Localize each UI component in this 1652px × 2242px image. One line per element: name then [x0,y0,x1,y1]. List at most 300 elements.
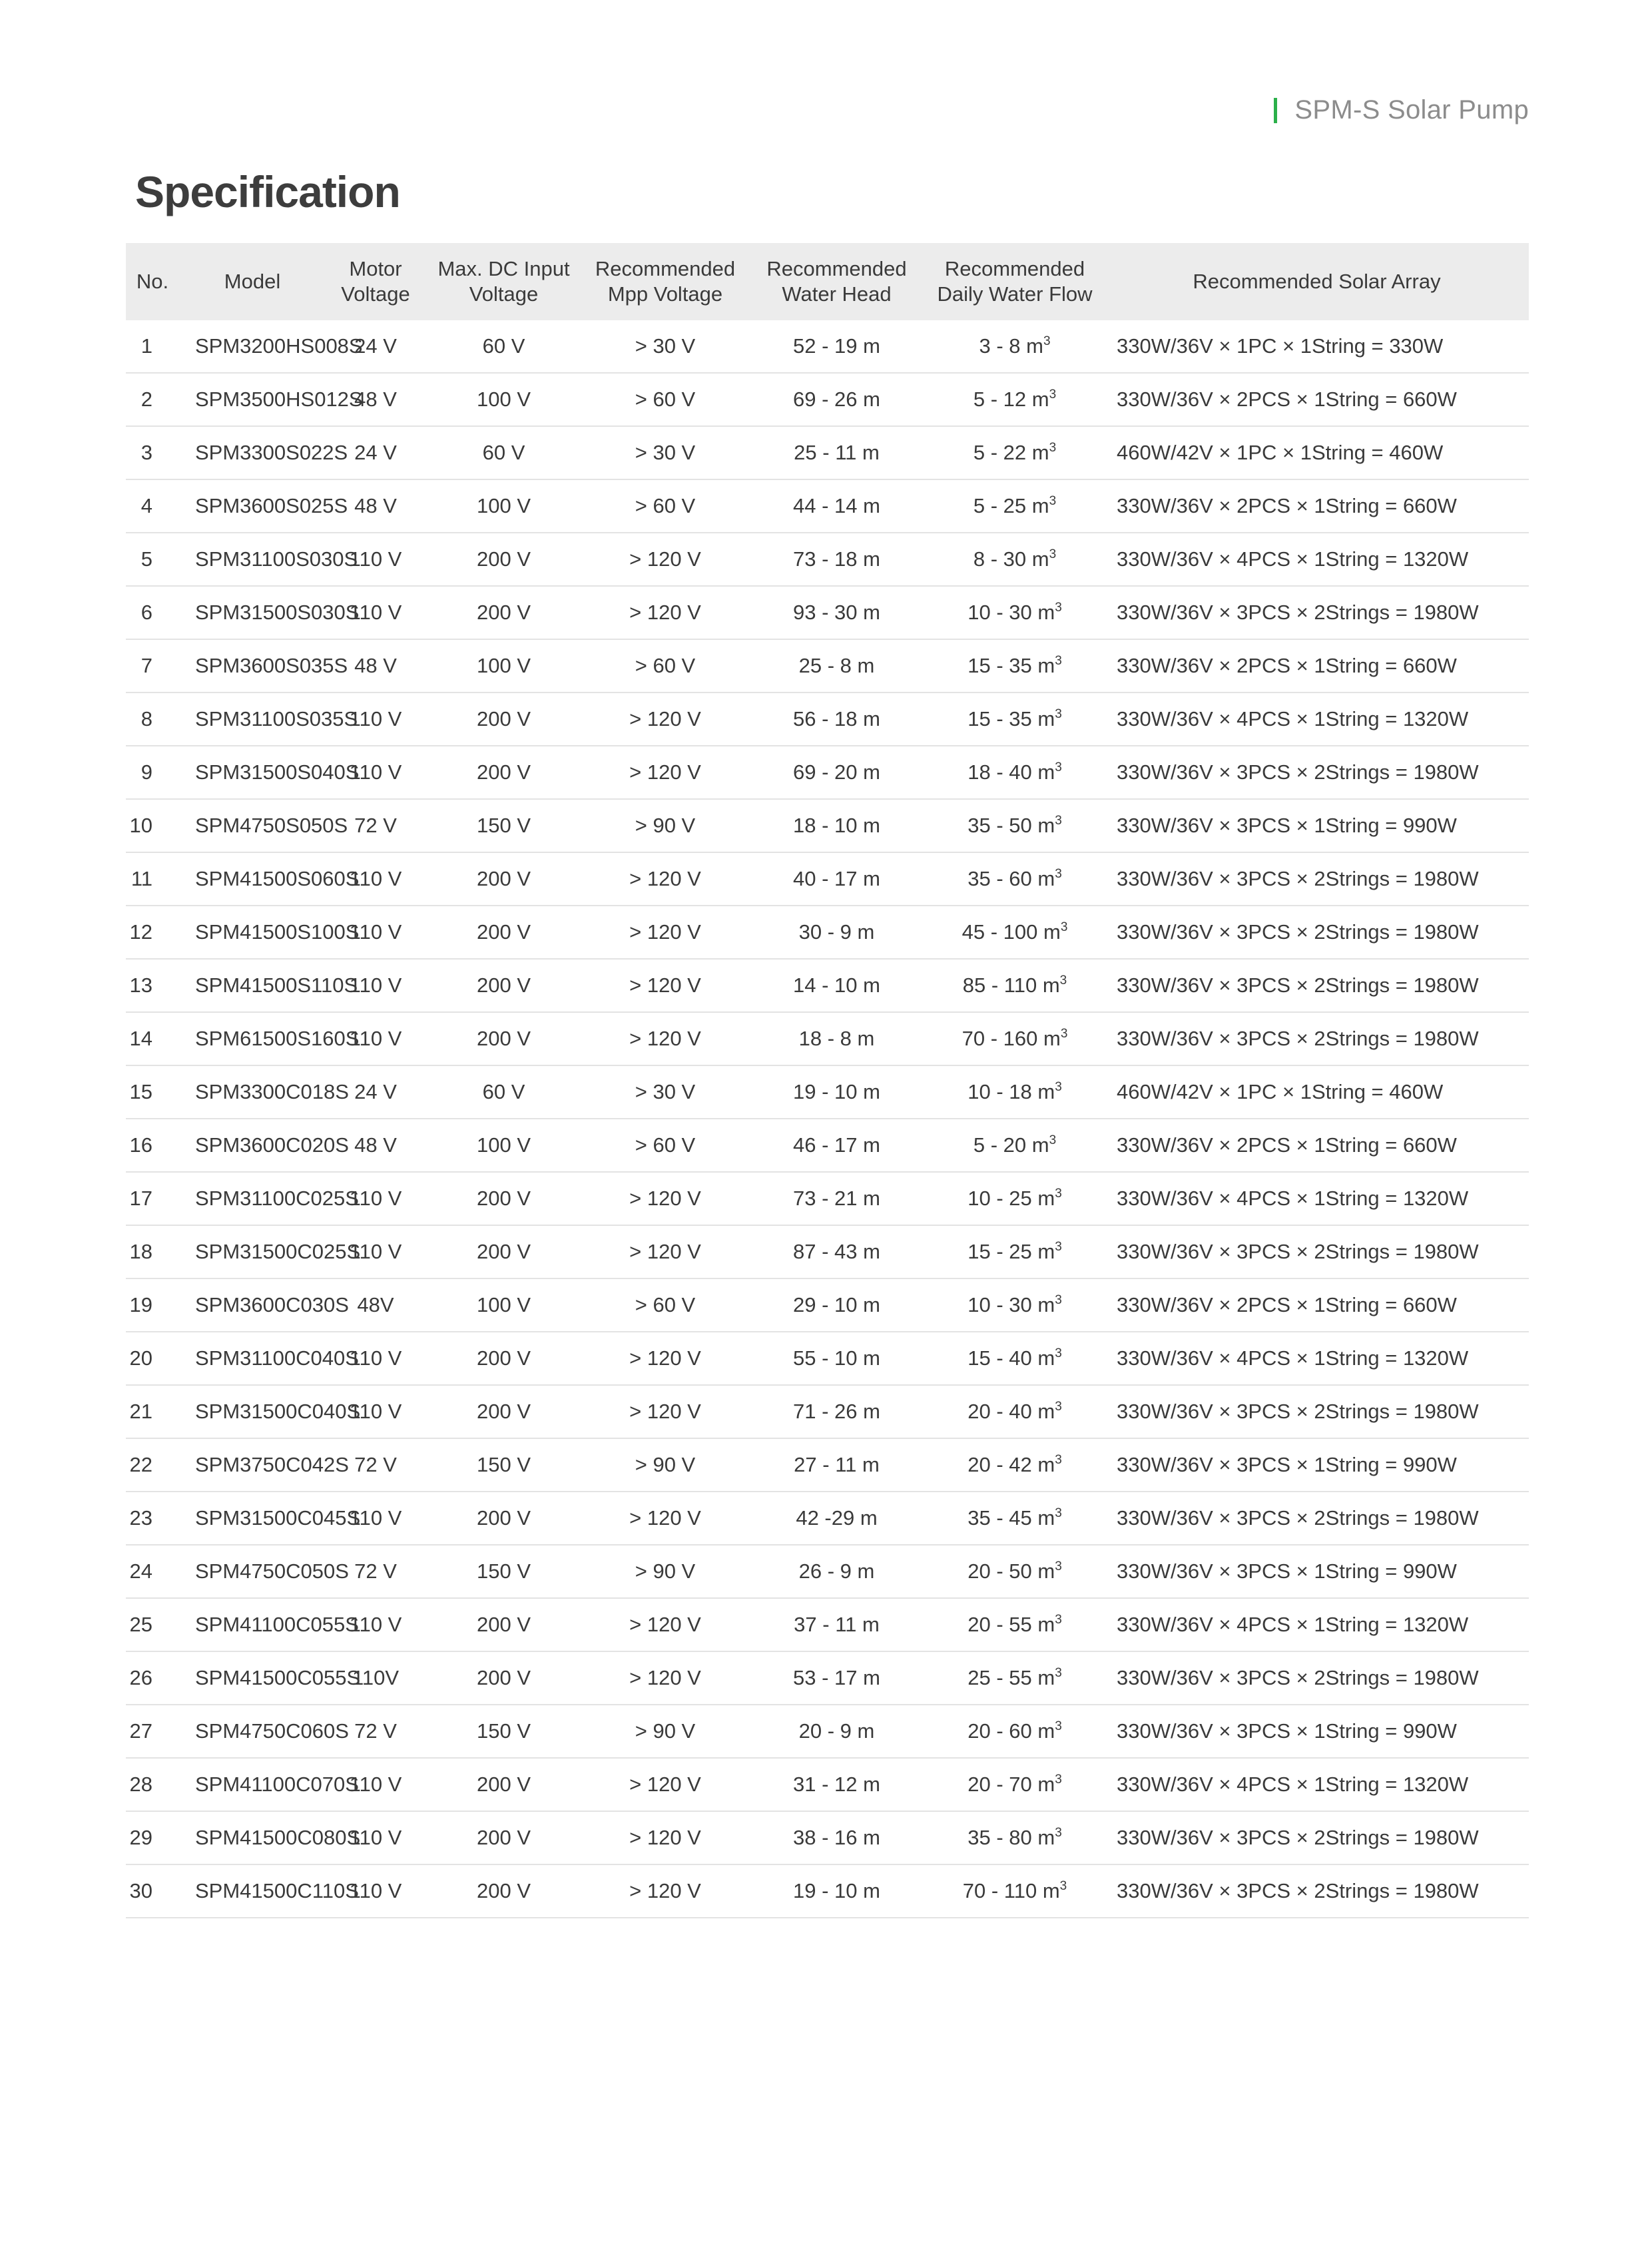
cell-no [126,1705,179,1758]
cell-no [126,426,179,479]
cell-daily-water-flow-value: 35 - 45 m [967,1506,1055,1530]
cell-no [126,1012,179,1065]
cell-motor-voltage-value: 110 V [349,867,402,890]
cell-model-value: SPM31100S035S [195,707,358,730]
document-series-title: SPM-S Solar Pump [1294,95,1529,125]
cell-no-value: 13 [129,974,152,997]
cell-mpp-voltage-value: > 60 V [635,1133,696,1157]
cell-water-head [748,1598,925,1651]
cell-water-head-value: 18 - 8 m [798,1027,875,1050]
cell-solar-array [1105,1811,1529,1864]
cubic-superscript: 3 [1060,1027,1068,1041]
cell-mpp-voltage-value: > 60 V [635,388,696,411]
cell-mpp-voltage-value: > 120 V [629,547,701,571]
cell-model [179,852,360,906]
cell-model [179,1065,349,1119]
cell-solar-array [1105,639,1529,693]
cell-water-head [748,1758,925,1811]
cell-water-head-value: 30 - 9 m [798,920,875,944]
cell-mpp-voltage [582,1598,748,1651]
cell-water-head [748,1545,925,1598]
header-line: Model [224,270,281,293]
cell-model-value: SPM3750C042S [195,1453,349,1476]
header-line: Recommended [766,257,907,280]
table-row [126,1332,1529,1385]
cell-mpp-voltage [582,746,748,799]
cell-mpp-voltage [582,852,748,906]
cell-model [179,426,348,479]
cell-solar-array [1105,426,1529,479]
header-line: Water Head [782,282,892,306]
cell-solar-array [1105,1278,1529,1332]
header-line: Max. DC Input [437,257,570,280]
document-header [1274,95,1529,125]
cell-solar-array-value: 330W/36V × 3PCS × 2Strings = 1980W [1117,760,1479,784]
cell-water-head-value: 20 - 9 m [798,1719,875,1743]
table-row [126,1065,1529,1119]
cell-water-head-value: 26 - 9 m [798,1559,875,1583]
cubic-superscript: 3 [1055,1719,1062,1733]
cell-daily-water-flow-value: 10 - 30 m [967,601,1055,624]
cell-solar-array-value: 330W/36V × 2PCS × 1String = 660W [1117,654,1457,677]
cell-motor-voltage-value: 110 V [349,1773,402,1796]
cell-model-value: SPM3600C020S [195,1133,349,1157]
cell-no [126,1385,179,1438]
cell-motor-voltage-value: 110 V [349,1879,402,1902]
cubic-superscript: 3 [1059,974,1067,987]
cell-motor-voltage-value: 48V [357,1293,394,1316]
cell-model [179,693,358,746]
cubic-superscript: 3 [1055,707,1062,721]
cell-daily-water-flow-value: 20 - 42 m [967,1453,1055,1476]
cell-max-dc-voltage-value: 200 V [476,601,531,624]
cubic-superscript: 3 [1055,1453,1062,1467]
cell-model [179,1705,349,1758]
cell-daily-water-flow-value: 35 - 60 m [967,867,1055,890]
cell-daily-water-flow [925,1492,1105,1545]
cell-mpp-voltage-value: > 120 V [629,1879,701,1902]
cell-solar-array [1105,746,1529,799]
cell-no [126,639,179,693]
cell-no-value: 28 [129,1773,152,1796]
cell-model-value: SPM3600S025S [195,494,348,517]
cell-model [179,799,348,852]
cell-daily-water-flow-value: 70 - 110 m [962,1879,1060,1902]
cell-mpp-voltage-value: > 60 V [635,1293,696,1316]
table-row [126,320,1529,373]
cell-no [126,1811,179,1864]
cell-daily-water-flow [925,1385,1105,1438]
cell-daily-water-flow [925,1012,1105,1065]
cell-max-dc-voltage [425,906,582,959]
cell-daily-water-flow-value: 15 - 40 m [967,1346,1055,1370]
cell-solar-array-value: 330W/36V × 2PCS × 1String = 660W [1117,494,1457,517]
cell-solar-array-value: 330W/36V × 3PCS × 1String = 990W [1117,1719,1457,1743]
cell-daily-water-flow-value: 10 - 18 m [967,1080,1055,1103]
header-col-water-head [748,243,925,320]
cell-motor-voltage-value: 24 V [354,441,397,464]
cubic-superscript: 3 [1055,1506,1062,1520]
table-row [126,639,1529,693]
cell-model [179,639,348,693]
cell-mpp-voltage-value: > 120 V [629,1826,701,1849]
header-line: Recommended [595,257,736,280]
cell-model [179,1492,361,1545]
cell-solar-array-value: 330W/36V × 4PCS × 1String = 1320W [1117,1346,1469,1370]
cell-daily-water-flow [925,586,1105,639]
cell-daily-water-flow-value: 15 - 25 m [967,1240,1055,1263]
table-row [126,1811,1529,1864]
cell-mpp-voltage [582,906,748,959]
cell-motor-voltage-value: 24 V [354,1080,397,1103]
cell-water-head [748,1278,925,1332]
header-line: Recommended Solar Array [1193,270,1441,293]
cell-mpp-voltage-value: > 120 V [629,707,701,730]
cell-water-head-value: 69 - 20 m [793,760,880,784]
cell-no [126,1065,179,1119]
cell-solar-array-value: 330W/36V × 3PCS × 2Strings = 1980W [1117,1506,1479,1530]
cubic-superscript: 3 [1055,760,1062,774]
cell-max-dc-voltage-value: 200 V [476,974,531,997]
cell-motor-voltage-value: 72 V [354,1719,397,1743]
cell-no-value: 2 [140,388,152,411]
cell-no [126,1492,179,1545]
cell-solar-array [1105,1332,1529,1385]
cell-daily-water-flow [925,906,1105,959]
header-line: Motor [349,257,402,280]
cell-no [126,852,179,906]
cell-mpp-voltage-value: > 90 V [635,1719,696,1743]
cell-max-dc-voltage-value: 200 V [476,1400,531,1423]
cell-solar-array-value: 460W/42V × 1PC × 1String = 460W [1117,441,1444,464]
cell-model [179,1172,359,1225]
cell-water-head-value: 18 - 10 m [793,814,880,837]
cubic-superscript: 3 [1055,867,1062,881]
cell-motor-voltage-value: 110 V [349,707,402,730]
cell-motor-voltage-value: 110 V [349,1400,402,1423]
cubic-superscript: 3 [1055,1826,1062,1840]
cell-solar-array [1105,799,1529,852]
cell-model-value: SPM31500C045S [195,1506,361,1530]
cell-no-value: 4 [140,494,152,517]
cell-motor-voltage-value: 110 V [349,1187,402,1210]
cell-solar-array [1105,1864,1529,1918]
cell-motor-voltage-value: 110V [352,1666,400,1689]
cell-water-head [748,533,925,586]
cell-no-value: 11 [131,867,152,890]
cell-daily-water-flow-value: 3 - 8 m [979,334,1043,358]
cell-model [179,533,358,586]
cell-mpp-voltage [582,1385,748,1438]
cell-water-head [748,1811,925,1864]
cell-water-head [748,373,925,426]
cell-model [179,1385,361,1438]
cell-water-head [748,639,925,693]
cell-model-value: SPM31500S040S [195,760,360,784]
cell-water-head [748,1492,925,1545]
cell-mpp-voltage [582,1811,748,1864]
cell-solar-array [1105,320,1529,373]
cell-motor-voltage-value: 110 V [349,547,402,571]
cell-no [126,1225,179,1278]
cell-daily-water-flow [925,799,1105,852]
cell-solar-array [1105,1492,1529,1545]
header-line: Voltage [341,282,410,306]
cell-model [179,906,360,959]
cubic-superscript: 3 [1055,1559,1062,1573]
cell-no-value: 15 [129,1080,152,1103]
cell-solar-array [1105,479,1529,533]
cell-solar-array-value: 330W/36V × 3PCS × 2Strings = 1980W [1117,920,1479,944]
cell-water-head-value: 73 - 18 m [793,547,880,571]
cell-daily-water-flow [925,1758,1105,1811]
cell-max-dc-voltage-value: 200 V [476,1826,531,1849]
cell-model [179,1545,349,1598]
cubic-superscript: 3 [1055,601,1062,615]
cell-mpp-voltage [582,1172,748,1225]
cell-water-head-value: 44 - 14 m [793,494,880,517]
cell-max-dc-voltage [425,1438,582,1492]
cell-mpp-voltage-value: > 90 V [635,814,696,837]
cell-mpp-voltage [582,1864,748,1918]
cell-mpp-voltage [582,1438,748,1492]
cell-water-head-value: 87 - 43 m [793,1240,880,1263]
cell-model-value: SPM41500C110S [195,1879,359,1902]
cell-model-value: SPM31500C040S [195,1400,361,1423]
cell-no [126,906,179,959]
cell-mpp-voltage-value: > 120 V [629,1666,701,1689]
cell-mpp-voltage [582,639,748,693]
cell-mpp-voltage-value: > 120 V [629,760,701,784]
cell-max-dc-voltage [425,533,582,586]
cell-no-value: 25 [129,1613,152,1636]
cell-daily-water-flow [925,320,1105,373]
cell-water-head [748,1065,925,1119]
cell-model [179,320,363,373]
cell-model [179,1864,359,1918]
cell-model [179,373,363,426]
cell-model-value: SPM41100C055S [195,1613,359,1636]
cell-water-head [748,1225,925,1278]
cell-water-head [748,906,925,959]
cell-daily-water-flow-value: 5 - 20 m [973,1133,1049,1157]
cell-max-dc-voltage-value: 100 V [476,388,531,411]
cell-water-head-value: 19 - 10 m [793,1080,880,1103]
table-row [126,1705,1529,1758]
cell-model-value: SPM4750S050S [195,814,348,837]
cell-no [126,1332,179,1385]
cell-no-value: 20 [129,1346,152,1370]
cubic-superscript: 3 [1055,1400,1062,1414]
cell-daily-water-flow [925,852,1105,906]
cell-water-head-value: 31 - 12 m [793,1773,880,1796]
cell-water-head [748,1651,925,1705]
cell-max-dc-voltage-value: 60 V [482,334,525,358]
cell-solar-array [1105,373,1529,426]
cell-no-value: 6 [140,601,152,624]
cell-solar-array-value: 330W/36V × 4PCS × 1String = 1320W [1117,707,1469,730]
cell-no-value: 1 [140,334,152,358]
cell-max-dc-voltage [425,1065,582,1119]
cell-mpp-voltage [582,799,748,852]
accent-bar [1274,98,1277,123]
cell-mpp-voltage [582,426,748,479]
cell-solar-array-value: 330W/36V × 1PC × 1String = 330W [1117,334,1444,358]
table-row [126,959,1529,1012]
cell-max-dc-voltage [425,1864,582,1918]
cell-no [126,1598,179,1651]
cubic-superscript: 3 [1055,1080,1062,1094]
cubic-superscript: 3 [1049,494,1057,508]
cell-daily-water-flow [925,1598,1105,1651]
header-col-max-dc-input-voltage [425,243,582,320]
cell-water-head [748,799,925,852]
cell-no [126,799,179,852]
cell-solar-array [1105,1545,1529,1598]
cell-max-dc-voltage-value: 150 V [476,1559,531,1583]
cell-water-head [748,1705,925,1758]
cell-solar-array [1105,1758,1529,1811]
table-header [126,243,1529,320]
header-col-mpp-voltage [582,243,748,320]
cell-solar-array [1105,906,1529,959]
cell-motor-voltage-value: 48 V [354,388,397,411]
cubic-superscript: 3 [1049,547,1057,561]
cell-max-dc-voltage [425,852,582,906]
cell-solar-array [1105,1651,1529,1705]
cell-solar-array-value: 330W/36V × 3PCS × 2Strings = 1980W [1117,1879,1479,1902]
table-row [126,1492,1529,1545]
cell-max-dc-voltage [425,1758,582,1811]
cell-solar-array-value: 330W/36V × 3PCS × 2Strings = 1980W [1117,1027,1479,1050]
table-row [126,1172,1529,1225]
cell-no [126,746,179,799]
cell-model-value: SPM41100C070S [195,1773,359,1796]
cell-solar-array [1105,852,1529,906]
cell-motor-voltage-value: 72 V [354,1559,397,1583]
cell-no-value: 21 [129,1400,152,1423]
cell-model-value: SPM3200HS008S [195,334,363,358]
cell-daily-water-flow [925,1065,1105,1119]
cell-water-head-value: 37 - 11 m [794,1613,880,1636]
cell-no-value: 16 [129,1133,152,1157]
cell-water-head [748,1119,925,1172]
cell-water-head-value: 53 - 17 m [793,1666,880,1689]
table-row [126,1278,1529,1332]
table-row [126,906,1529,959]
cell-daily-water-flow-value: 25 - 55 m [967,1666,1055,1689]
cell-no-value: 26 [129,1666,152,1689]
cell-solar-array-value: 330W/36V × 2PCS × 1String = 660W [1117,1133,1457,1157]
cell-daily-water-flow [925,1225,1105,1278]
cell-water-head-value: 56 - 18 m [793,707,880,730]
table-row [126,1385,1529,1438]
cell-max-dc-voltage-value: 100 V [476,1133,531,1157]
cell-mpp-voltage-value: > 120 V [629,1346,701,1370]
cell-max-dc-voltage-value: 200 V [476,760,531,784]
cell-mpp-voltage [582,1545,748,1598]
table-row [126,746,1529,799]
cell-motor-voltage-value: 110 V [349,920,402,944]
cell-daily-water-flow [925,479,1105,533]
cell-model-value: SPM3600C030S [195,1293,349,1316]
cell-max-dc-voltage [425,1172,582,1225]
cell-daily-water-flow-value: 5 - 22 m [973,441,1049,464]
cubic-superscript: 3 [1055,814,1062,828]
cell-solar-array [1105,586,1529,639]
cell-max-dc-voltage [425,639,582,693]
cell-no-value: 3 [140,441,152,464]
cell-solar-array [1105,1012,1529,1065]
cell-water-head [748,320,925,373]
cell-daily-water-flow-value: 35 - 50 m [967,814,1055,837]
cell-model-value: SPM31500C025S [195,1240,361,1263]
cell-max-dc-voltage [425,1651,582,1705]
cell-water-head-value: 25 - 11 m [794,441,880,464]
cell-daily-water-flow-value: 5 - 25 m [973,494,1049,517]
cubic-superscript: 3 [1055,1240,1062,1254]
cell-solar-array-value: 330W/36V × 2PCS × 1String = 660W [1117,1293,1457,1316]
cell-daily-water-flow [925,533,1105,586]
cell-no [126,959,179,1012]
cell-motor-voltage-value: 110 V [349,760,402,784]
cell-no [126,533,179,586]
table-row [126,1758,1529,1811]
cell-mpp-voltage [582,1225,748,1278]
cell-water-head-value: 14 - 10 m [793,974,880,997]
cell-mpp-voltage [582,693,748,746]
cell-mpp-voltage [582,1332,748,1385]
cell-water-head-value: 40 - 17 m [793,867,880,890]
cell-mpp-voltage-value: > 120 V [629,1400,701,1423]
cell-no [126,1758,179,1811]
cell-water-head [748,959,925,1012]
cell-no-value: 24 [129,1559,152,1583]
table-row [126,1545,1529,1598]
cell-motor-voltage-value: 110 V [349,1826,402,1849]
header-col-model [179,243,326,320]
cell-model-value: SPM31100C025S [195,1187,359,1210]
cell-mpp-voltage-value: > 60 V [635,494,696,517]
cell-solar-array [1105,1438,1529,1492]
cell-solar-array-value: 330W/36V × 2PCS × 1String = 660W [1117,388,1457,411]
header-row [126,243,1529,320]
cubic-superscript: 3 [1055,1293,1062,1307]
cell-max-dc-voltage-value: 200 V [476,1666,531,1689]
cell-no [126,1651,179,1705]
cell-daily-water-flow-value: 15 - 35 m [967,707,1055,730]
cell-model-value: SPM41500S110S [195,974,358,997]
table-row [126,1438,1529,1492]
cell-max-dc-voltage [425,320,582,373]
cell-water-head [748,1332,925,1385]
cell-mpp-voltage-value: > 30 V [635,334,696,358]
table-row [126,1651,1529,1705]
cell-max-dc-voltage [425,1545,582,1598]
cell-daily-water-flow-value: 10 - 25 m [967,1187,1055,1210]
cell-mpp-voltage [582,1278,748,1332]
cell-mpp-voltage-value: > 120 V [629,920,701,944]
cell-mpp-voltage [582,1065,748,1119]
cell-solar-array-value: 330W/36V × 4PCS × 1String = 1320W [1117,1187,1469,1210]
cell-daily-water-flow [925,1811,1105,1864]
cubic-superscript: 3 [1055,654,1062,668]
cubic-superscript: 3 [1055,1187,1062,1201]
cell-motor-voltage-value: 110 V [349,974,402,997]
header-col-solar-array [1105,243,1529,320]
cell-no-value: 12 [129,920,152,944]
cell-model [179,1278,349,1332]
